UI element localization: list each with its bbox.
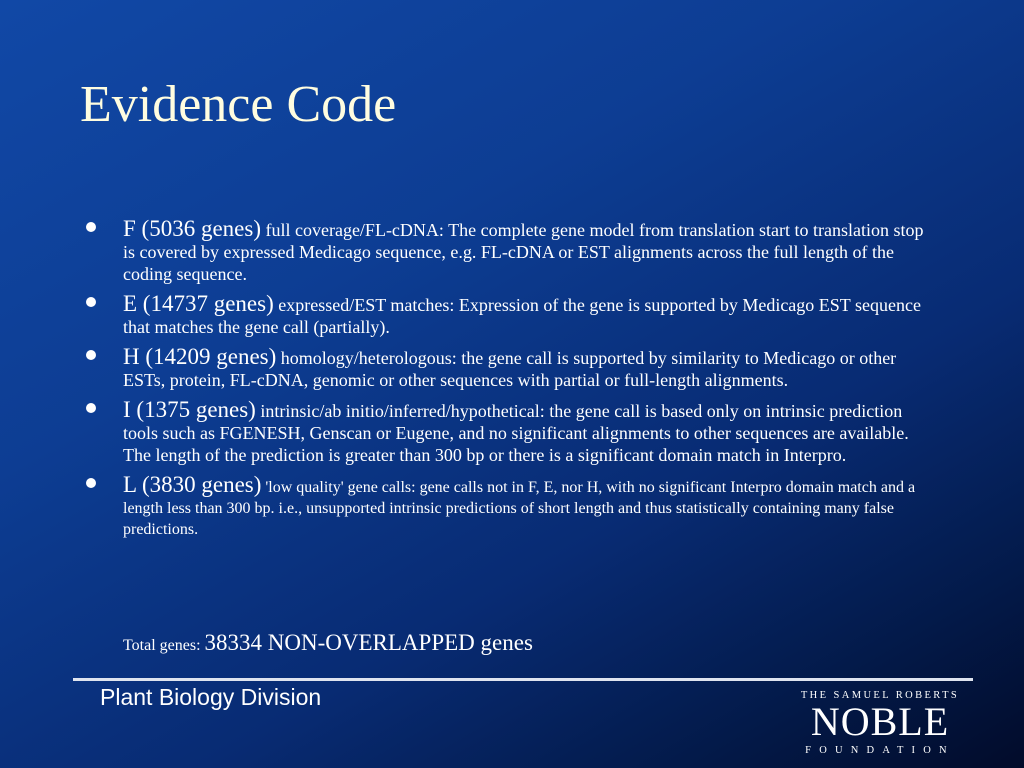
item-description: intrinsic/ab initio/inferred/hypothetical: the gene call is based only on intrinsic prediction tools such as FGENESH, Genscan or Eugene, and no significant alignments to other sequences are available. The length of the prediction is greater than 300 bp or there is a significant domain match in Interpro. [123,401,909,465]
bullet-icon [86,222,96,232]
item-lead: H (14209 genes) [123,344,277,369]
item-lead: L (3830 genes) [123,472,262,497]
total-value: 38334 NON-OVERLAPPED genes [204,630,533,655]
total-label: Total genes: [123,637,205,654]
logo-top-text: THE SAMUEL ROBERTS [800,690,960,701]
division-label: Plant Biology Division [100,684,322,710]
item-description: full coverage/FL-cDNA: The complete gene model from translation start to translation stop is covered by expressed Medicago sequence, e.g. FL-cDNA or EST alignments across the full length of the coding sequence. [123,220,924,284]
list-item [86,399,936,467]
noble-foundation-logo [800,690,960,756]
item-lead: I (1375 genes) [123,397,256,422]
logo-main-text: NOBLE [810,699,950,744]
list-item [86,293,936,339]
bullet-icon [86,350,96,360]
total-genes [123,630,533,656]
item-lead: F (5036 genes) [123,216,261,241]
bullet-icon [86,478,96,488]
bullet-icon [86,297,96,307]
item-description: 'low quality' gene calls: gene calls not in F, E, nor H, with no significant Interpro domain match and a length less than 300 bp. i.e., unsupported intrinsic predictions of short length and thus statistically containing many false predictions. [123,479,916,538]
item-description: expressed/EST matches: Expression of the gene is supported by Medicago EST sequence that matches the gene call (partially). [123,295,921,337]
item-lead: E (14737 genes) [123,291,274,316]
logo-bottom-text: FOUNDATION [805,745,955,756]
list-item [86,218,936,286]
item-description: homology/heterologous: the gene call is supported by similarity to Medicago or other ESTs, protein, FL-cDNA, genomic or other sequences with partial or full-length alignments. [123,348,897,390]
footer-divider [73,678,973,681]
list-item [86,474,936,540]
slide-title: Evidence Code [80,76,397,133]
list-item [86,346,936,392]
evidence-code-list [86,218,936,547]
bullet-icon [86,403,96,413]
